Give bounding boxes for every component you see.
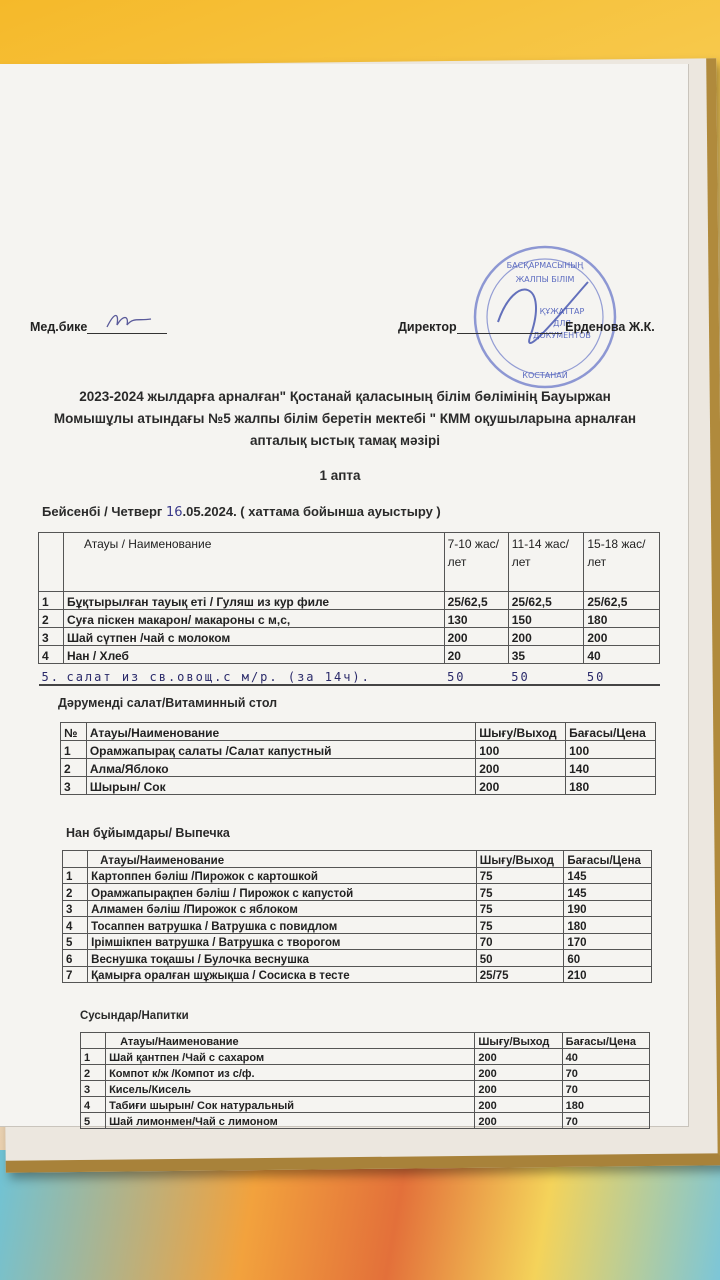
row-name: Шырын/ Сок [86, 777, 475, 795]
table-row [63, 950, 652, 967]
nurse-label: Мед.бике [30, 320, 88, 334]
hand-row-age3: 50 [584, 664, 660, 686]
day-prefix: Бейсенбі / Четверг [42, 504, 166, 519]
header-age1: 7-10 жас/ лет [444, 533, 508, 592]
row-age3: 25/62,5 [584, 592, 660, 610]
row-num: 3 [61, 777, 87, 795]
vitamin-section-label: Дәруменді салат/Витаминный стол [58, 696, 278, 710]
row-price: 145 [564, 884, 652, 901]
row-name: Алма/Яблоко [86, 759, 475, 777]
stamp-text-3: ҚҰЖАТТАР [539, 307, 585, 316]
row-out: 70 [476, 933, 564, 950]
row-age1: 200 [444, 628, 508, 646]
signature-row [30, 314, 670, 344]
drinks-header [81, 1033, 650, 1049]
row-price: 70 [562, 1081, 649, 1097]
document-title: 2023-2024 жылдарға арналған" Қостанай қаласының білім бөлімінің Бауыржан Момышұлы атындағы №5 жалпы білім беретін мектебі " КММ оқушыларына арналған апталық ыстық тамақ мәзірі [53, 389, 637, 448]
table-row [81, 1081, 650, 1097]
row-name: Табиғи шырын/ Сок натуральный [106, 1097, 475, 1113]
header-age2: 11-14 жас/ лет [508, 533, 584, 592]
row-name: Картоппен бәліш /Пирожок с картошкой [88, 867, 477, 884]
row-price: 40 [562, 1049, 649, 1065]
row-out: 200 [475, 1113, 562, 1129]
row-num: 5 [81, 1113, 106, 1129]
header-out: Шығу/Выход [476, 851, 564, 868]
bakery-header [63, 851, 652, 868]
row-num: 4 [39, 646, 64, 664]
row-age2: 200 [508, 628, 584, 646]
director-signature [398, 320, 655, 334]
hand-row-age2: 50 [508, 664, 584, 686]
table-row [39, 646, 660, 664]
row-num: 3 [39, 628, 64, 646]
row-num: 1 [81, 1049, 106, 1065]
row-out: 200 [475, 1081, 562, 1097]
stamp-text-2: ЖАЛПЫ БІЛІМ [515, 275, 575, 284]
header-num: № [61, 723, 87, 741]
table-row [39, 610, 660, 628]
row-num: 7 [63, 966, 88, 983]
stamp-text-6: КОСТАНАЙ [522, 371, 568, 380]
row-num: 2 [61, 759, 87, 777]
row-price: 180 [562, 1097, 649, 1113]
nurse-signature [30, 320, 167, 334]
table-row [61, 741, 656, 759]
row-name: Ірімшікпен ватрушка / Ватрушка с творогом [88, 933, 477, 950]
vitamin-table [60, 722, 656, 795]
main-menu-table [38, 532, 660, 686]
stamp-text-5: ДОКУМЕНТОВ [533, 331, 591, 340]
table-row [63, 966, 652, 983]
row-out: 50 [476, 950, 564, 967]
row-out: 25/75 [476, 966, 564, 983]
row-price: 190 [564, 900, 652, 917]
nurse-signature-scribble [105, 309, 155, 331]
header-name: Атауы/Наименование [86, 723, 475, 741]
row-num: 3 [81, 1081, 106, 1097]
row-name: Веснушка тоқашы / Булочка веснушка [88, 950, 477, 967]
director-name: Ерденова Ж.К. [565, 320, 655, 334]
table-row [81, 1113, 650, 1129]
row-num: 4 [63, 917, 88, 934]
header-price: Бағасы/Цена [562, 1033, 649, 1049]
row-age1: 25/62,5 [444, 592, 508, 610]
table-row [39, 592, 660, 610]
row-out: 200 [476, 759, 566, 777]
row-age3: 200 [584, 628, 660, 646]
stamp-text-4: ДЛЯ [553, 319, 571, 328]
header-num [81, 1033, 106, 1049]
header-name: Атауы/Наименование [106, 1033, 475, 1049]
director-label: Директор [398, 320, 457, 334]
row-name: Тосаппен ватрушка / Ватрушка с повидлом [88, 917, 477, 934]
row-name: Қамырға оралған шұжықша / Сосиска в тесте [88, 966, 477, 983]
header-name: Атауы / Наименование [63, 533, 444, 592]
row-out: 200 [476, 777, 566, 795]
row-num: 5 [63, 933, 88, 950]
row-name: Шай сүтпен /чай с молоком [63, 628, 444, 646]
row-out: 200 [475, 1097, 562, 1113]
row-out: 75 [476, 884, 564, 901]
row-name: Нан / Хлеб [63, 646, 444, 664]
header-num [63, 851, 88, 868]
row-name: Кисель/Кисель [106, 1081, 475, 1097]
bakery-section-label: Нан бұйымдары/ Выпечка [66, 826, 230, 840]
table-row [39, 628, 660, 646]
row-price: 100 [566, 741, 656, 759]
table-row [63, 917, 652, 934]
row-price: 70 [562, 1113, 649, 1129]
row-price: 170 [564, 933, 652, 950]
table-row [81, 1065, 650, 1081]
day-handwritten: 16 [165, 505, 183, 520]
row-price: 140 [566, 759, 656, 777]
header-age3: 15-18 жас/ лет [584, 533, 660, 592]
header-out: Шығу/Выход [476, 723, 566, 741]
row-age2: 150 [508, 610, 584, 628]
day-suffix: .05.2024. ( хаттама бойынша ауыстыру ) [182, 504, 441, 519]
header-price: Бағасы/Цена [566, 723, 656, 741]
drinks-table [80, 1032, 650, 1129]
row-num: 2 [81, 1065, 106, 1081]
director-signature-line [457, 321, 562, 334]
row-name: Бұқтырылған тауық еті / Гуляш из кур филе [63, 592, 444, 610]
row-name: Компот к/ж /Компот из с/ф. [106, 1065, 475, 1081]
row-age3: 180 [584, 610, 660, 628]
row-num: 3 [63, 900, 88, 917]
row-num: 1 [39, 592, 64, 610]
row-num: 6 [63, 950, 88, 967]
vitamin-header [61, 723, 656, 741]
row-name: Шай қантпен /Чай с сахаром [106, 1049, 475, 1065]
table-row [61, 759, 656, 777]
row-num: 2 [39, 610, 64, 628]
row-age1: 130 [444, 610, 508, 628]
row-age2: 35 [508, 646, 584, 664]
table-row [81, 1097, 650, 1113]
row-out: 75 [476, 917, 564, 934]
row-age2: 25/62,5 [508, 592, 584, 610]
row-price: 145 [564, 867, 652, 884]
header-name: Атауы/Наименование [88, 851, 477, 868]
row-price: 60 [564, 950, 652, 967]
week-label: 1 апта [319, 468, 361, 483]
row-out: 75 [476, 900, 564, 917]
row-out: 200 [475, 1049, 562, 1065]
menu-sheet [0, 64, 689, 1127]
row-name: Суға піскен макарон/ макароны с м,с, [63, 610, 444, 628]
table-row [61, 777, 656, 795]
header-price: Бағасы/Цена [564, 851, 652, 868]
row-num: 2 [63, 884, 88, 901]
row-num: 4 [81, 1097, 106, 1113]
table-row [63, 933, 652, 950]
row-name: Орамжапырақпен бәліш / Пирожок с капустой [88, 884, 477, 901]
row-price: 210 [564, 966, 652, 983]
row-age1: 20 [444, 646, 508, 664]
table-row [81, 1049, 650, 1065]
hand-row-num: 5. [39, 664, 64, 686]
hand-row-age1: 50 [444, 664, 508, 686]
row-age3: 40 [584, 646, 660, 664]
row-out: 75 [476, 867, 564, 884]
header-out: Шығу/Выход [475, 1033, 562, 1049]
hand-row-name: салат из св.овощ.с м/р. (за 14ч). [63, 664, 444, 686]
row-name: Орамжапырақ салаты /Салат капустный [86, 741, 475, 759]
table-row [63, 867, 652, 884]
table-row [63, 900, 652, 917]
row-num: 1 [61, 741, 87, 759]
table-row [63, 884, 652, 901]
row-price: 70 [562, 1065, 649, 1081]
main-menu-header [39, 533, 660, 592]
nurse-signature-line [87, 321, 167, 334]
day-line [42, 504, 441, 520]
row-name: Шай лимонмен/Чай с лимоном [106, 1113, 475, 1129]
row-price: 180 [566, 777, 656, 795]
drinks-section-label: Сусындар/Напитки [80, 1010, 189, 1022]
handwritten-row [39, 664, 660, 686]
row-out: 100 [476, 741, 566, 759]
bakery-table [62, 850, 652, 983]
row-name: Алмамен бәліш /Пирожок с яблоком [88, 900, 477, 917]
row-out: 200 [475, 1065, 562, 1081]
row-num: 1 [63, 867, 88, 884]
header-num [39, 533, 64, 592]
row-price: 180 [564, 917, 652, 934]
stamp-text-1: БАСҚАРМАСЫНЫҢ [506, 261, 584, 270]
